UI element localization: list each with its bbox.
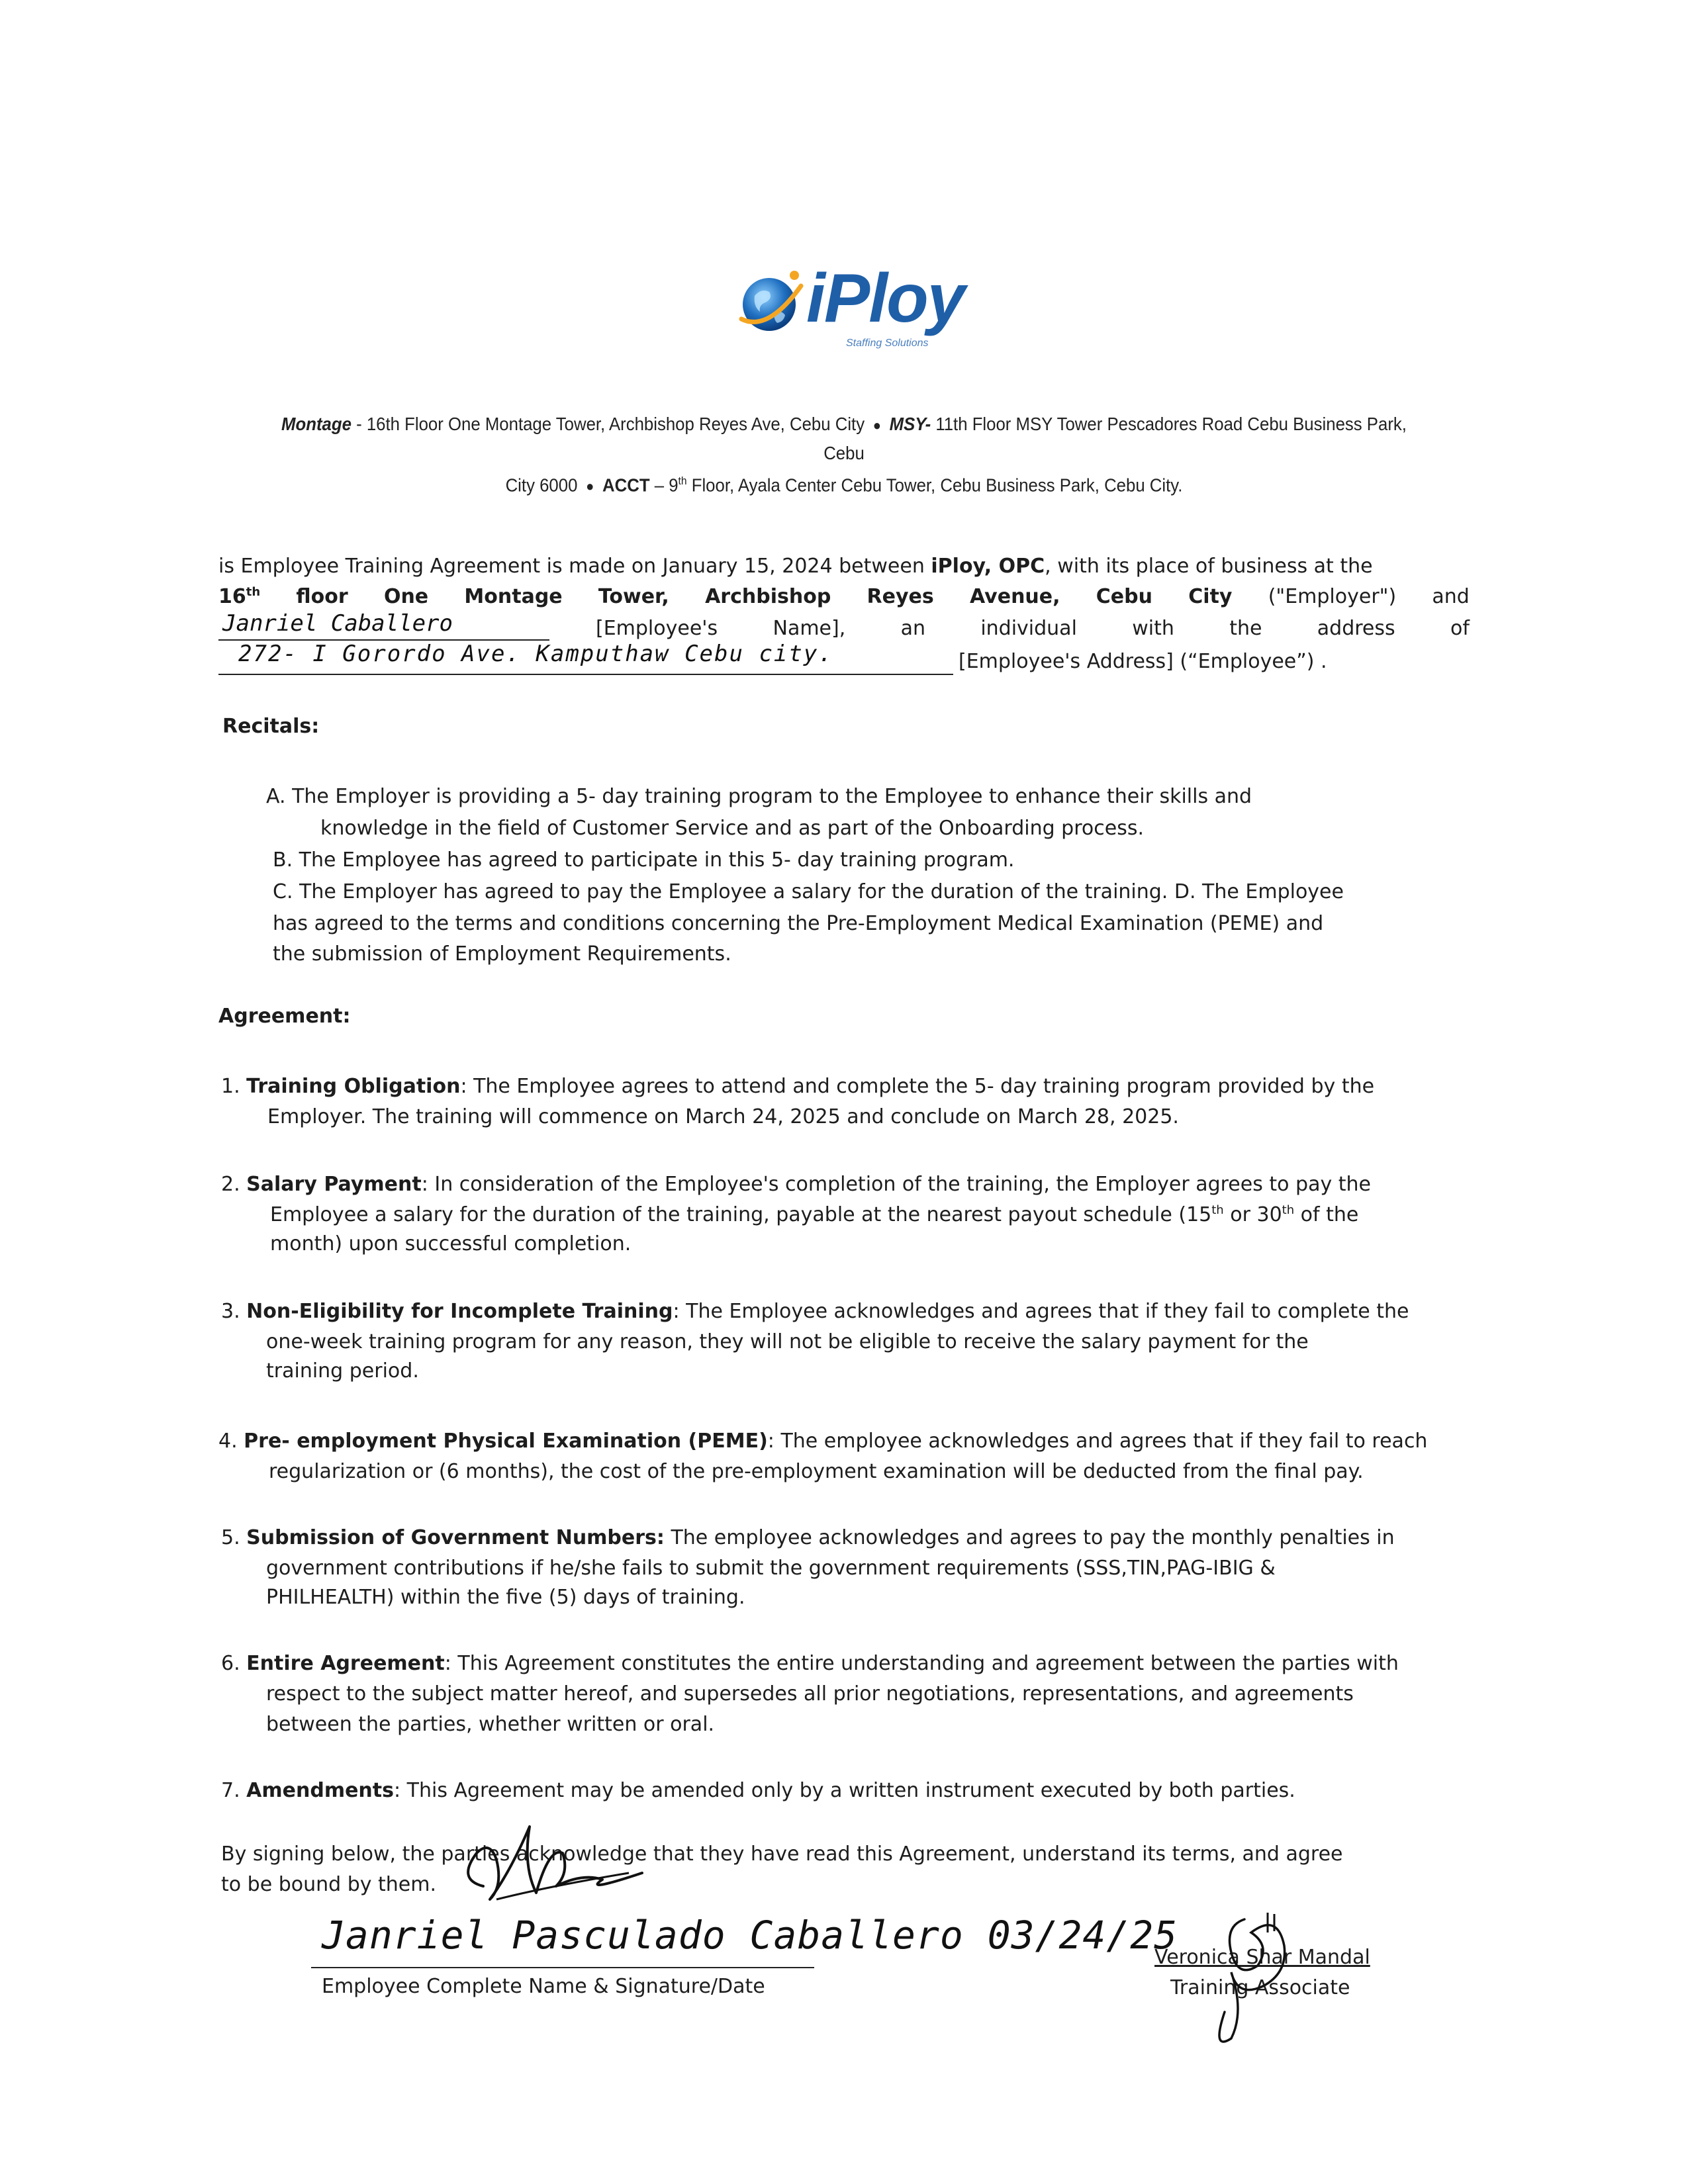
msy-address-cont: City 6000 bbox=[505, 475, 578, 496]
bullet-icon: ● bbox=[872, 417, 881, 433]
clause-4: 4. Pre- employment Physical Examination (PEME): The employee acknowledges and agrees that if they fail to reach bbox=[218, 1430, 1428, 1453]
clause-5: 5. Submission of Government Numbers: The employee acknowledges and agrees to pay the monthly penalties in bbox=[221, 1526, 1395, 1549]
intro-word: ("Employer") bbox=[1268, 585, 1397, 608]
logo-tagline: Staffing Solutions bbox=[846, 338, 929, 349]
employee-signature-name: Janriel Pasculado Caballero 03/24/25 bbox=[322, 1913, 1178, 1958]
montage-label: Montage bbox=[281, 414, 352, 434]
address-line-2 bbox=[269, 467, 1420, 500]
intro-line-1 bbox=[218, 555, 1373, 578]
intro-word: [Employee's bbox=[596, 617, 718, 640]
recital-b: B. The Employee has agreed to participate in this 5- day training program. bbox=[273, 848, 1015, 872]
employee-signature-scribble bbox=[437, 1807, 655, 1919]
address-underline bbox=[218, 674, 953, 675]
globe-icon bbox=[735, 266, 808, 339]
employee-name-handwritten: Janriel Caballero bbox=[222, 610, 453, 637]
msy-address: 11th Floor MSY Tower Pescadores Road Cebu Business Park, Cebu bbox=[823, 414, 1407, 463]
recital-a: A. The Employer is providing a 5- day training program to the Employee to enhance their skills and bbox=[266, 785, 1252, 808]
clause-5-cont: PHILHEALTH) within the five (5) days of training. bbox=[266, 1586, 745, 1609]
trainer-signature-scribble bbox=[1205, 1893, 1304, 2052]
employee-address-handwritten: 272- I Gorordo Ave. Kamputhaw Cebu city. bbox=[238, 641, 833, 667]
bullet-icon: ● bbox=[586, 478, 594, 495]
signature-line bbox=[311, 1967, 814, 1968]
recital-c: C. The Employer has agreed to pay the Employee a salary for the duration of the training. D. The Employee bbox=[273, 880, 1344, 903]
intro-word: One bbox=[383, 585, 429, 608]
intro-word: and bbox=[1432, 585, 1470, 608]
clause-3: 3. Non-Eligibility for Incomplete Training: The Employee acknowledges and agrees that if they fail to complete the bbox=[221, 1300, 1409, 1323]
closing-line-1: By signing below, the parties acknowledge that they have read this Agreement, understand its terms, and agree bbox=[221, 1843, 1343, 1866]
trainer-name: Veronica Shar Mandal bbox=[1154, 1946, 1370, 1969]
clause-3-cont: one-week training program for any reason, they will not be eligible to receive the salary payment for the bbox=[266, 1330, 1309, 1353]
trainer-title: Training Associate bbox=[1170, 1976, 1350, 1999]
intro-word: Tower, bbox=[598, 585, 669, 608]
intro-word: with bbox=[1132, 617, 1174, 640]
intro-line-3 bbox=[596, 617, 1470, 640]
clause-2: 2. Salary Payment: In consideration of the Employee's completion of the training, the Employer agrees to pay the bbox=[221, 1173, 1371, 1196]
intro-word: Cebu bbox=[1096, 585, 1152, 608]
intro-text: , with its place of business at the bbox=[1045, 555, 1373, 578]
montage-address: - 16th Floor One Montage Tower, Archbishop Reyes Ave, Cebu City bbox=[351, 414, 865, 434]
company-logo bbox=[735, 259, 964, 359]
clause-5-cont: government contributions if he/she fails to submit the government requirements (SSS,TIN,PAG-IBIG & bbox=[266, 1557, 1276, 1580]
clause-2-cont: month) upon successful completion. bbox=[270, 1232, 632, 1255]
acct-address-b: Floor, Ayala Center Cebu Tower, Cebu Business Park, Cebu City. bbox=[686, 475, 1183, 496]
clause-title: Submission of Government Numbers: bbox=[246, 1526, 665, 1549]
intro-word: Name], bbox=[773, 617, 846, 640]
clause-3-cont: training period. bbox=[266, 1359, 419, 1383]
clause-title: Training Obligation bbox=[246, 1075, 461, 1098]
intro-word: of bbox=[1450, 617, 1470, 640]
acct-sup: th bbox=[678, 475, 687, 487]
intro-text: is Employee Training Agreement is made on January 15, 2024 between bbox=[218, 555, 931, 578]
recital-d-cont: the submission of Employment Requirements. bbox=[273, 942, 731, 966]
intro-word: address bbox=[1317, 617, 1395, 640]
closing-line-2: to be bound by them. bbox=[221, 1873, 437, 1896]
recital-a-cont: knowledge in the field of Customer Service and as part of the Onboarding process. bbox=[320, 817, 1145, 840]
clause-1: 1. Training Obligation: The Employee agrees to attend and complete the 5- day training program provided by the bbox=[221, 1075, 1375, 1098]
clause-title: Entire Agreement bbox=[246, 1652, 445, 1675]
intro-line-4: [Employee's Address] (“Employee”) . bbox=[959, 650, 1327, 673]
recital-d: has agreed to the terms and conditions concerning the Pre-Employment Medical Examination (PEME) and bbox=[273, 912, 1324, 935]
employer-name: iPloy, OPC bbox=[931, 555, 1045, 578]
clause-6-cont: between the parties, whether written or oral. bbox=[266, 1713, 715, 1736]
intro-word: City bbox=[1188, 585, 1233, 608]
logo-wordmark: iPloy bbox=[806, 260, 964, 337]
clause-title: Pre- employment Physical Examination (PEME) bbox=[244, 1430, 768, 1453]
msy-label: MSY- bbox=[889, 414, 931, 434]
clause-2-cont: Employee a salary for the duration of the training, payable at the nearest payout schedule (15th or 30th of the bbox=[270, 1203, 1359, 1226]
acct-address-a: – 9 bbox=[649, 475, 679, 496]
intro-word: 16th bbox=[218, 585, 261, 608]
intro-word: Archbishop bbox=[705, 585, 831, 608]
employee-signature-caption: Employee Complete Name & Signature/Date bbox=[322, 1975, 765, 1998]
clause-6: 6. Entire Agreement: This Agreement constitutes the entire understanding and agreement between the parties with bbox=[221, 1652, 1399, 1675]
intro-word: the bbox=[1229, 617, 1262, 640]
address-line-1 bbox=[269, 410, 1420, 467]
intro-word: individual bbox=[980, 617, 1077, 640]
clause-title: Salary Payment bbox=[246, 1173, 422, 1196]
clause-title: Amendments bbox=[246, 1779, 394, 1802]
intro-word: an bbox=[900, 617, 925, 640]
recitals-heading: Recitals: bbox=[222, 715, 320, 738]
intro-word: Reyes bbox=[867, 585, 934, 608]
agreement-heading: Agreement: bbox=[218, 1005, 351, 1028]
clause-title: Non-Eligibility for Incomplete Training bbox=[246, 1300, 673, 1323]
intro-word: Montage bbox=[464, 585, 563, 608]
clause-7: 7. Amendments: This Agreement may be amended only by a written instrument executed by both parties. bbox=[221, 1779, 1295, 1802]
clause-4-cont: regularization or (6 months), the cost of the pre-employment examination will be deducted from the final pay. bbox=[269, 1460, 1364, 1483]
office-addresses bbox=[269, 410, 1420, 500]
intro-word: Avenue, bbox=[970, 585, 1060, 608]
clause-6-cont: respect to the subject matter hereof, and supersedes all prior negotiations, representations, and agreements bbox=[266, 1682, 1354, 1706]
acct-label: ACCT bbox=[602, 475, 650, 496]
intro-word: floor bbox=[296, 585, 348, 608]
clause-1-cont: Employer. The training will commence on March 24, 2025 and conclude on March 28, 2025. bbox=[267, 1105, 1179, 1128]
intro-line-2 bbox=[218, 585, 1470, 608]
